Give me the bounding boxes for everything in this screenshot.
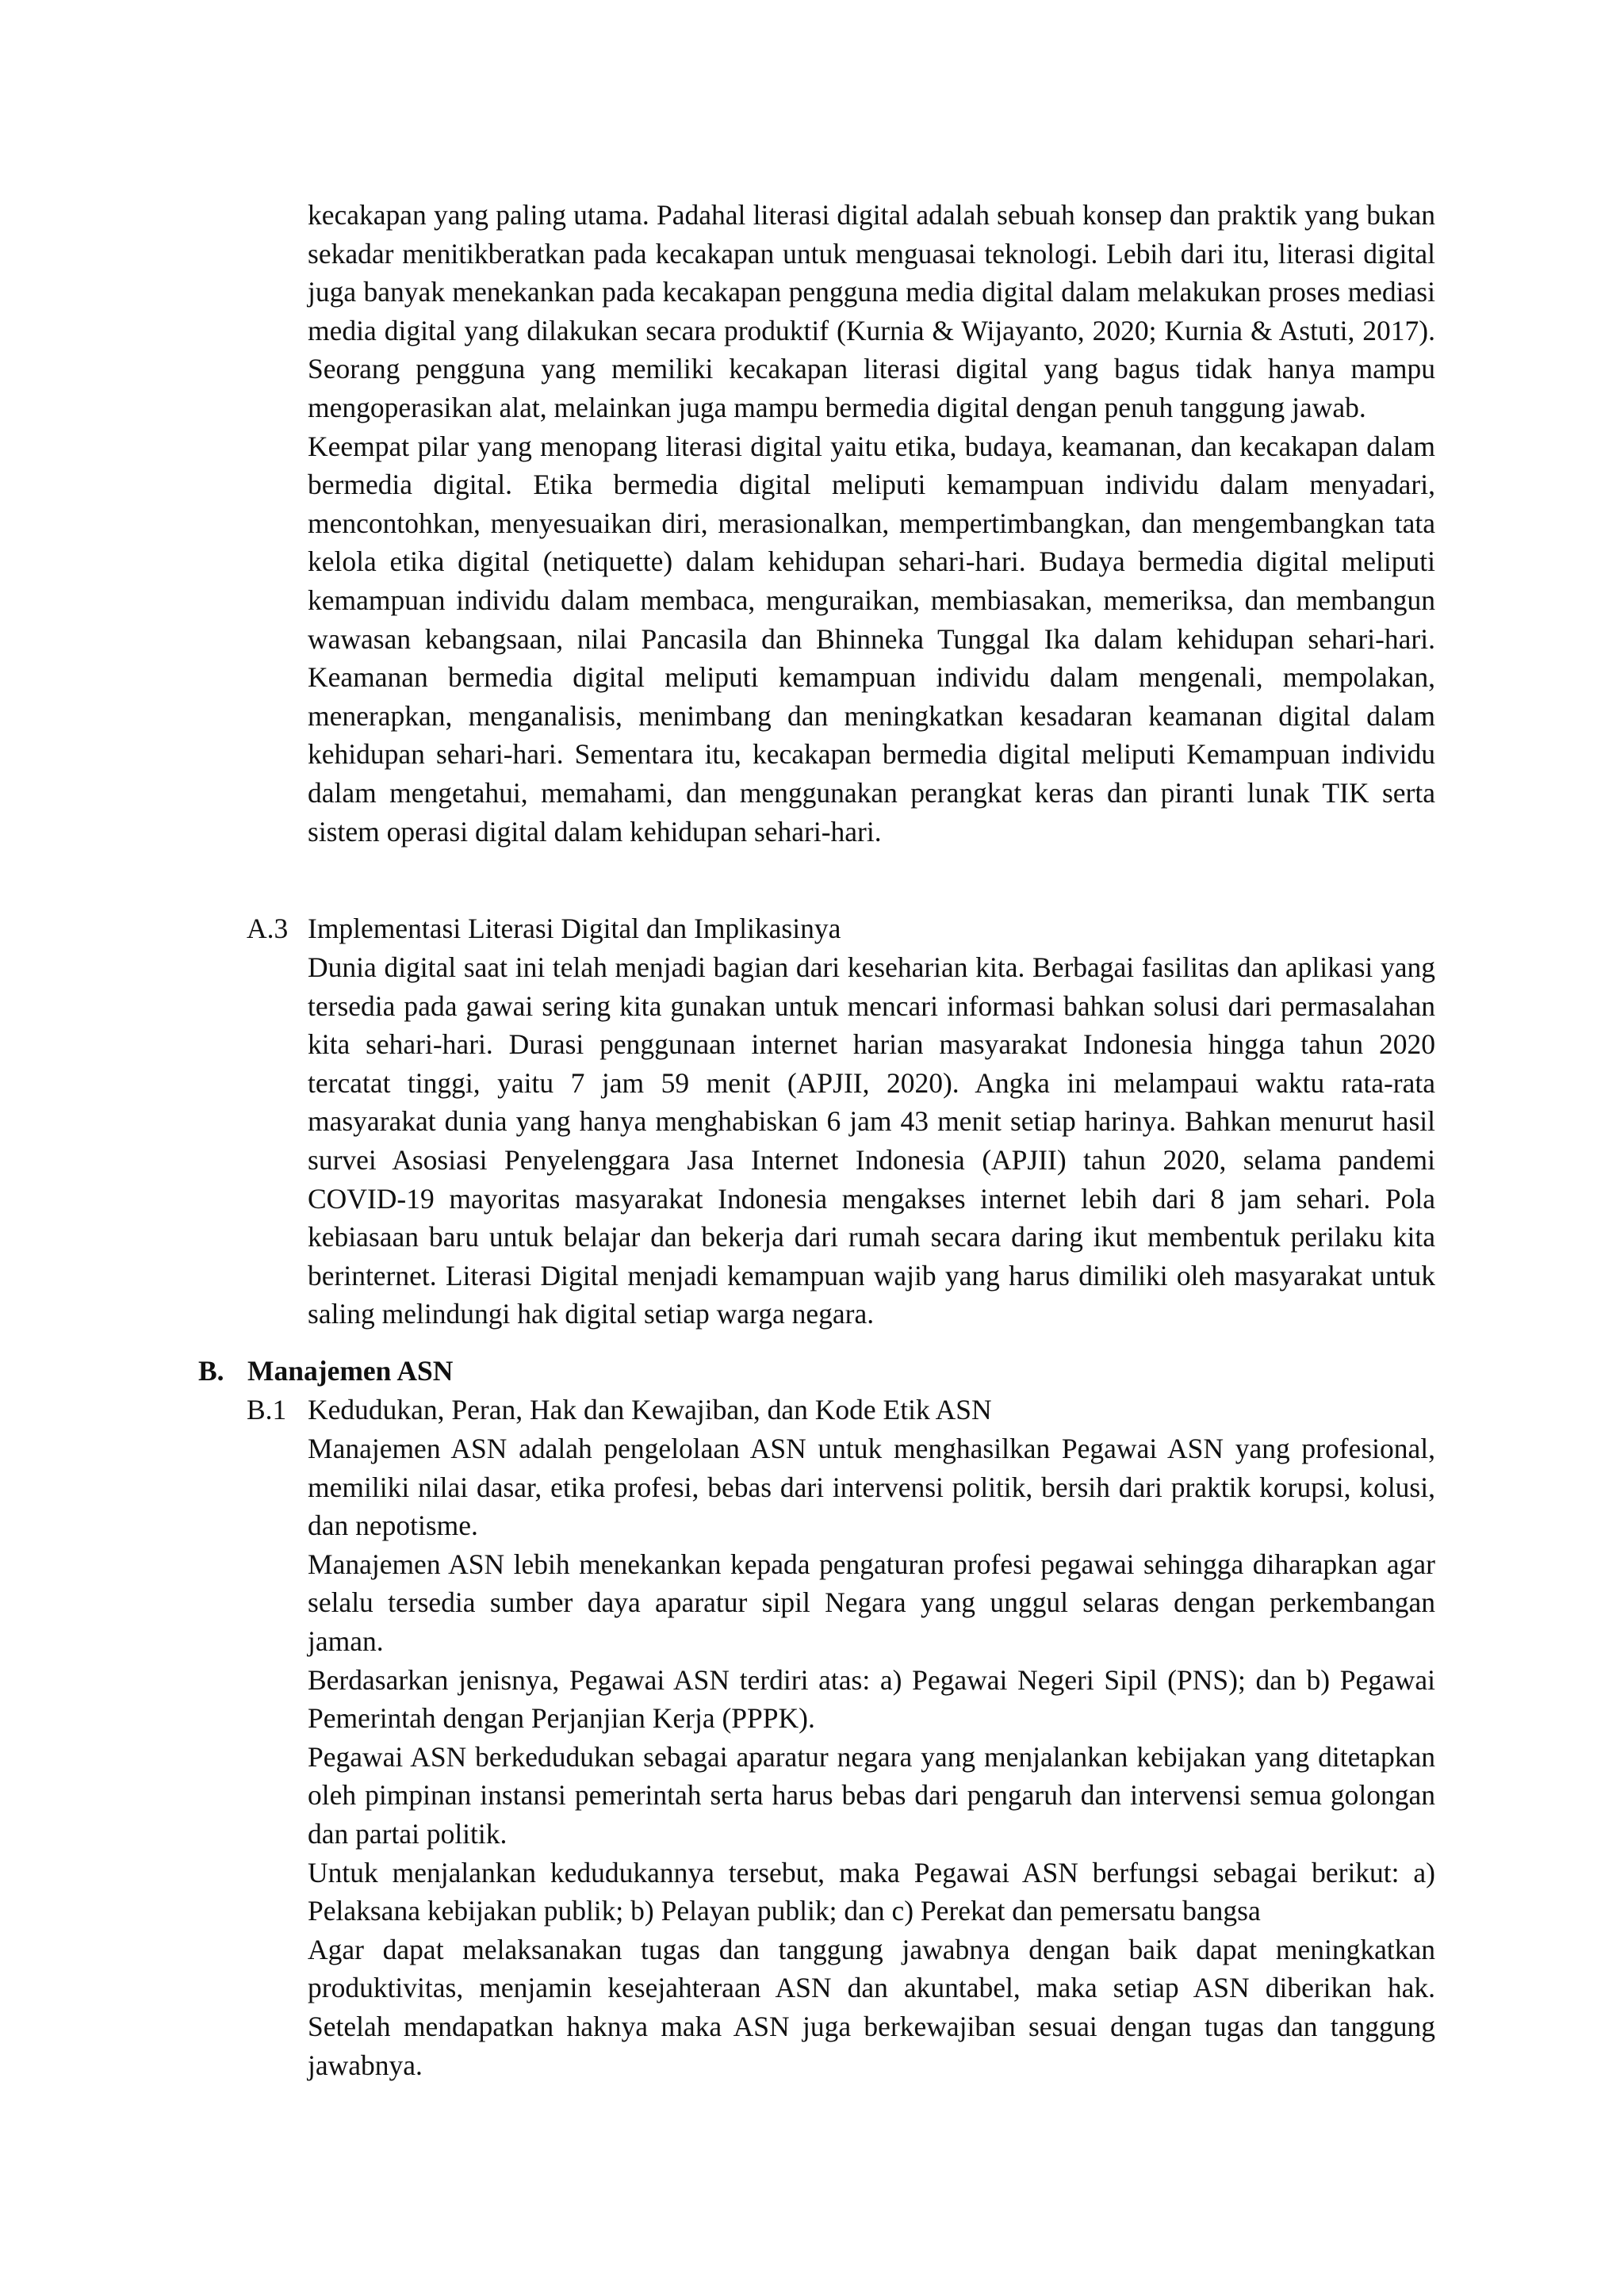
intro-text: [308, 196, 1435, 851]
section-number: A.3: [247, 913, 289, 944]
paragraph: Manajemen ASN adalah pengelolaan ASN untuk menghasilkan Pegawai ASN yang profesional, memiliki nilai dasar, etika profesi, bebas dari intervensi politik, bersih dari praktik korupsi, kolusi, dan nepotisme.: [308, 1433, 1435, 1542]
section-number: B.1: [247, 1394, 287, 1425]
section-number: B.: [198, 1355, 224, 1387]
section-title: Kedudukan, Peran, Hak dan Kewajiban, dan Kode Etik ASN: [308, 1394, 992, 1425]
section-a3-text: [308, 948, 1435, 1334]
paragraph: Untuk menjalankan kedudukannya tersebut, maka Pegawai ASN berfungsi sebagai berikut: a) Pelaksana kebijakan publik; b) Pelayan publik; dan c) Perekat dan pemersatu bangsa: [308, 1856, 1435, 1927]
section-title: Implementasi Literasi Digital dan Implikasinya: [308, 913, 841, 944]
section-b1-text: [308, 1429, 1435, 2084]
paragraph: kecakapan yang paling utama. Padahal literasi digital adalah sebuah konsep dan praktik yang bukan sekadar menitikberatkan pada kecakapan untuk menguasai teknologi. Lebih dari itu, literasi digital juga banyak menekankan pada kecakapan pengguna media digital dalam melakukan proses mediasi media digital yang dilakukan secara produktif (Kurnia & Wijayanto, 2020; Kurnia & Astuti, 2017). Seorang pengguna yang memiliki kecakapan literasi digital yang bagus tidak hanya mampu mengoperasikan alat, melainkan juga mampu bermedia digital dengan penuh tanggung jawab.: [308, 199, 1435, 423]
paragraph: Pegawai ASN berkedudukan sebagai aparatur negara yang menjalankan kebijakan yang ditetapkan oleh pimpinan instansi pemerintah serta harus bebas dari pengaruh dan intervensi semua golongan dan partai politik.: [308, 1740, 1435, 1850]
paragraph: Agar dapat melaksanakan tugas dan tanggung jawabnya dengan baik dapat meningkatkan produktivitas, menjamin kesejahteraan ASN dan akuntabel, maka setiap ASN diberikan hak. Setelah mendapatkan haknya maka ASN juga berkewajiban sesuai dengan tugas dan tanggung jawabnya.: [308, 1933, 1435, 2081]
paragraph: Dunia digital saat ini telah menjadi bagian dari keseharian kita. Berbagai fasilitas dan aplikasi yang tersedia pada gawai sering kita gunakan untuk mencari informasi bahkan solusi dari permasalahan kita sehari-hari. Durasi penggunaan internet harian masyarakat Indonesia hingga tahun 2020 tercatat tinggi, yaitu 7 jam 59 menit (APJII, 2020). Angka ini melampaui waktu rata-rata masyarakat dunia yang hanya menghabiskan 6 jam 43 menit setiap harinya. Bahkan menurut hasil survei Asosiasi Penyelenggara Jasa Internet Indonesia (APJII) tahun 2020, selama pandemi COVID-19 mayoritas masyarakat Indonesia mengakses internet lebih dari 8 jam sehari. Pola kebiasaan baru untuk belajar dan bekerja dari rumah secara daring ikut membentuk perilaku kita berinternet. Literasi Digital menjadi kemampuan wajib yang harus dimiliki oleh masyarakat untuk saling melindungi hak digital setiap warga negara.: [308, 951, 1435, 1330]
section-title: Manajemen ASN: [247, 1355, 454, 1387]
paragraph: Manajemen ASN lebih menekankan kepada pengaturan profesi pegawai sehingga diharapkan agar selalu tersedia sumber daya aparatur sipil Negara yang unggul selaras dengan perkembangan jaman.: [308, 1548, 1435, 1657]
paragraph: Keempat pilar yang menopang literasi digital yaitu etika, budaya, keamanan, dan kecakapan dalam bermedia digital. Etika bermedia digital meliputi kemampuan individu dalam menyadari, mencontohkan, menyesuaikan diri, merasionalkan, mempertimbangkan, dan mengembangkan tata kelola etika digital (netiquette) dalam kehidupan sehari-hari. Budaya bermedia digital meliputi kemampuan individu dalam membaca, menguraikan, membiasakan, memeriksa, dan membangun wawasan kebangsaan, nilai Pancasila dan Bhinneka Tunggal Ika dalam kehidupan sehari-hari. Keamanan bermedia digital meliputi kemampuan individu dalam mengenali, mempolakan, menerapkan, menganalisis, menimbang dan meningkatkan kesadaran keamanan digital dalam kehidupan sehari-hari. Sementara itu, kecakapan bermedia digital meliputi Kemampuan individu dalam mengetahui, memahami, dan menggunakan perangkat keras dan piranti lunak TIK serta sistem operasi digital dalam kehidupan sehari-hari.: [308, 430, 1435, 848]
paragraph: Berdasarkan jenisnya, Pegawai ASN terdiri atas: a) Pegawai Negeri Sipil (PNS); dan b) Pegawai Pemerintah dengan Perjanjian Kerja (PPPK).: [308, 1663, 1435, 1735]
